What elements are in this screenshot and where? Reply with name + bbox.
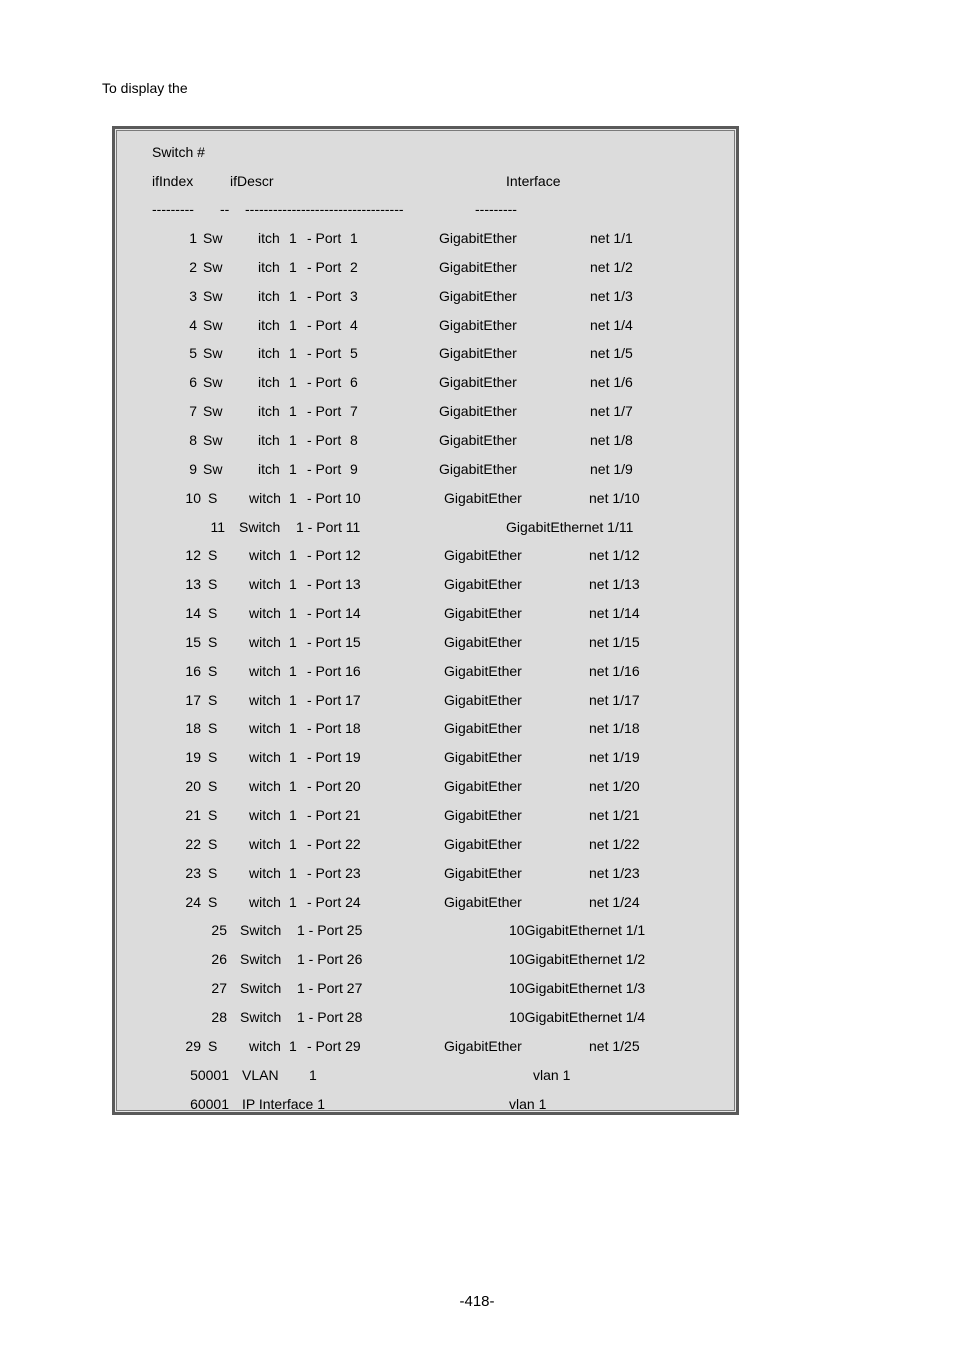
- row-ifdescr-part: S: [208, 691, 218, 708]
- row-interface-part: net 1/10: [589, 489, 640, 506]
- row-interface-part: vlan 1: [533, 1066, 571, 1083]
- row-ifindex: 15: [185, 633, 201, 650]
- row-ifdescr-part: 1: [289, 547, 297, 564]
- row-ifdescr-part: witch: [249, 778, 281, 795]
- row-ifdescr-part: Switch: [240, 980, 282, 997]
- row-ifindex: 50001: [190, 1066, 229, 1083]
- row-ifindex: 6: [189, 374, 197, 391]
- row-ifdescr-part: 1: [289, 835, 297, 852]
- row-interface-part: GigabitEther: [439, 403, 517, 420]
- row-ifindex: 27: [211, 980, 227, 997]
- row-ifdescr-part: 1: [289, 864, 297, 881]
- row-ifdescr-part: S: [208, 662, 218, 679]
- row-ifdescr-part: - Port 13: [307, 576, 361, 593]
- row-ifindex: 10: [185, 489, 201, 506]
- row-ifdescr-part: 1: [309, 1066, 317, 1083]
- row-ifindex: 22: [185, 835, 201, 852]
- row-ifindex: 3: [189, 287, 197, 304]
- row-ifdescr-part: - Port 18: [307, 720, 361, 737]
- row-ifdescr-part: - Port: [307, 316, 342, 333]
- row-ifindex: 4: [189, 316, 197, 333]
- row-interface-part: net 1/20: [589, 778, 640, 795]
- row-ifdescr-part: 1: [289, 893, 297, 910]
- row-ifdescr-part: S: [208, 720, 218, 737]
- row-ifindex: 9: [189, 460, 197, 477]
- row-ifdescr-part: 1: [289, 345, 297, 362]
- row-interface-part: GigabitEther: [444, 835, 522, 852]
- row-ifdescr-part: - Port: [307, 345, 342, 362]
- row-interface-part: GigabitEther: [444, 662, 522, 679]
- row-interface-part: net 1/13: [589, 576, 640, 593]
- row-ifdescr-part: - Port 23: [307, 864, 361, 881]
- row-ifdescr-part: 1: [289, 258, 297, 275]
- row-ifdescr-part: 1: [289, 489, 297, 506]
- row-ifdescr-part: - Port 29: [307, 1037, 361, 1054]
- row-ifdescr-part: 1: [350, 230, 358, 246]
- row-ifdescr-part: - Port 17: [307, 691, 361, 708]
- row-ifdescr-part: 1: [289, 807, 297, 823]
- row-ifdescr-part: - Port 16: [307, 662, 361, 679]
- row-ifdescr-part: witch: [249, 720, 281, 737]
- row-ifdescr-part: itch: [258, 403, 280, 420]
- row-ifdescr-part: - Port 21: [307, 807, 361, 823]
- row-ifdescr-part: witch: [249, 633, 281, 650]
- row-ifdescr-part: Switch: [240, 1008, 282, 1025]
- row-ifdescr-part: Switch: [239, 518, 281, 535]
- separator-ifdescr: ----------------------------------: [245, 201, 404, 217]
- row-interface-part: GigabitEther: [444, 720, 522, 737]
- row-interface-part: net 1/21: [589, 807, 640, 823]
- row-interface-part: net 1/2: [590, 258, 633, 275]
- row-ifdescr-part: witch: [249, 576, 281, 593]
- row-interface-part: net 1/7: [590, 403, 633, 420]
- row-ifdescr-part: IP Interface 1: [242, 1095, 326, 1112]
- row-ifindex: 25: [211, 922, 227, 939]
- row-ifindex: 21: [185, 807, 201, 823]
- row-ifdescr-part: 1: [289, 749, 297, 766]
- row-ifindex: 20: [185, 778, 201, 795]
- row-ifdescr-part: S: [208, 807, 218, 823]
- row-ifindex: 17: [185, 691, 201, 708]
- row-ifdescr-part: witch: [249, 547, 281, 564]
- row-interface-part: net 1/6: [590, 374, 633, 391]
- row-ifdescr-part: - Port 12: [307, 547, 361, 564]
- row-interface-part: 10GigabitEthernet 1/2: [509, 951, 646, 968]
- row-ifdescr-part: 1: [289, 633, 297, 650]
- row-ifdescr-part: VLAN: [242, 1066, 279, 1083]
- row-ifdescr-part: Switch: [240, 951, 282, 968]
- row-ifdescr-part: witch: [249, 489, 281, 506]
- row-interface-part: vlan 1: [509, 1095, 547, 1112]
- row-ifdescr-part: Sw: [203, 403, 223, 420]
- row-interface-part: GigabitEther: [444, 605, 522, 622]
- row-ifdescr-part: 1: [289, 287, 297, 304]
- row-ifdescr-part: witch: [249, 835, 281, 852]
- row-ifdescr-part: S: [208, 489, 218, 506]
- row-ifindex: 7: [189, 403, 197, 420]
- row-interface-part: net 1/4: [590, 316, 633, 333]
- row-ifdescr-part: witch: [249, 662, 281, 679]
- row-ifdescr-part: itch: [258, 345, 280, 362]
- row-ifdescr-part: 4: [350, 316, 358, 333]
- row-ifdescr-part: 1: [289, 605, 297, 622]
- page-number: -418-: [459, 1293, 495, 1310]
- row-ifdescr-part: - Port 22: [307, 835, 361, 852]
- row-interface-part: GigabitEther: [439, 230, 517, 246]
- row-interface-part: GigabitEther: [444, 893, 522, 910]
- row-interface-part: net 1/23: [589, 864, 640, 881]
- row-ifdescr-part: 1: [289, 230, 297, 246]
- row-ifindex: 23: [185, 864, 201, 881]
- row-interface-part: GigabitEther: [444, 778, 522, 795]
- row-interface-part: 10GigabitEthernet 1/1: [509, 922, 646, 939]
- row-ifdescr-part: 1: [289, 431, 297, 448]
- row-ifdescr-part: witch: [249, 807, 281, 823]
- separator-ifindex: ---------: [152, 201, 194, 217]
- row-ifdescr-part: witch: [249, 691, 281, 708]
- row-ifdescr-part: 1: [289, 460, 297, 477]
- row-ifdescr-part: itch: [258, 460, 280, 477]
- row-ifindex: 12: [185, 547, 201, 564]
- row-ifindex: 8: [189, 431, 197, 448]
- row-ifdescr-part: itch: [258, 287, 280, 304]
- row-interface-part: net 1/19: [589, 749, 640, 766]
- row-interface-part: GigabitEther: [444, 576, 522, 593]
- intro-text: To display the: [102, 80, 188, 96]
- row-ifdescr-part: 1 - Port 28: [297, 1008, 363, 1025]
- row-ifindex: 16: [185, 662, 201, 679]
- row-ifdescr-part: itch: [258, 374, 280, 391]
- row-interface-part: GigabitEther: [444, 807, 522, 823]
- row-ifdescr-part: 1: [289, 720, 297, 737]
- row-ifdescr-part: 1: [289, 403, 297, 420]
- row-interface-part: net 1/3: [590, 287, 633, 304]
- row-ifdescr-part: witch: [249, 1037, 281, 1054]
- row-ifindex: 5: [189, 345, 197, 362]
- row-ifdescr-part: S: [208, 1037, 218, 1054]
- row-interface-part: GigabitEther: [444, 691, 522, 708]
- row-interface-part: net 1/12: [589, 547, 640, 564]
- row-ifdescr-part: - Port 24: [307, 893, 361, 910]
- row-ifindex: 19: [185, 749, 201, 766]
- row-ifdescr-part: S: [208, 576, 218, 593]
- row-ifdescr-part: - Port 15: [307, 633, 361, 650]
- row-ifdescr-part: - Port: [307, 230, 342, 246]
- separator-short: --: [220, 201, 230, 217]
- row-interface-part: net 1/8: [590, 431, 633, 448]
- row-interface-part: net 1/17: [589, 691, 640, 708]
- row-ifdescr-part: witch: [249, 749, 281, 766]
- row-ifdescr-part: 2: [350, 258, 358, 275]
- header-ifindex: ifIndex: [152, 173, 194, 189]
- row-ifdescr-part: Switch: [240, 922, 282, 939]
- row-ifdescr-part: Sw: [203, 345, 223, 362]
- row-ifdescr-part: S: [208, 864, 218, 881]
- row-ifindex: 14: [185, 605, 201, 622]
- row-ifdescr-part: - Port: [307, 431, 342, 448]
- row-ifdescr-part: 1: [289, 662, 297, 679]
- header-ifdescr: ifDescr: [230, 173, 274, 189]
- header-interface: Interface: [506, 173, 561, 189]
- row-ifdescr-part: Sw: [203, 287, 223, 304]
- row-ifdescr-part: S: [208, 893, 218, 910]
- console-output-box: [112, 126, 739, 1115]
- row-ifindex: 1: [189, 230, 197, 246]
- row-ifdescr-part: - Port: [307, 287, 342, 304]
- row-ifdescr-part: - Port: [307, 258, 342, 275]
- row-ifdescr-part: itch: [258, 316, 280, 333]
- row-interface-part: GigabitEther: [439, 345, 517, 362]
- row-ifdescr-part: Sw: [203, 258, 223, 275]
- row-interface-part: 10GigabitEthernet 1/4: [509, 1008, 646, 1025]
- row-interface-part: GigabitEther: [439, 431, 517, 448]
- row-ifdescr-part: S: [208, 547, 218, 564]
- row-ifdescr-part: S: [208, 835, 218, 852]
- row-ifindex: 13: [185, 576, 201, 593]
- row-ifindex: 28: [211, 1008, 227, 1025]
- row-interface-part: net 1/25: [589, 1037, 640, 1054]
- row-interface-part: GigabitEthernet 1/11: [506, 518, 634, 535]
- separator-interface: ---------: [475, 201, 517, 217]
- row-ifdescr-part: - Port 19: [307, 749, 361, 766]
- row-ifdescr-part: itch: [258, 230, 280, 246]
- row-ifdescr-part: Sw: [203, 316, 223, 333]
- row-ifdescr-part: Sw: [203, 374, 223, 391]
- row-interface-part: 10GigabitEthernet 1/3: [509, 980, 646, 997]
- row-ifindex: 24: [185, 893, 201, 910]
- row-interface-part: GigabitEther: [444, 547, 522, 564]
- row-ifdescr-part: itch: [258, 258, 280, 275]
- row-ifdescr-part: - Port 20: [307, 778, 361, 795]
- row-interface-part: GigabitEther: [439, 374, 517, 391]
- row-interface-part: GigabitEther: [439, 287, 517, 304]
- row-interface-part: GigabitEther: [444, 749, 522, 766]
- row-ifdescr-part: 3: [350, 287, 358, 304]
- row-ifdescr-part: 9: [350, 460, 358, 477]
- row-ifdescr-part: 6: [350, 374, 358, 391]
- row-ifdescr-part: - Port 10: [307, 489, 361, 506]
- row-ifdescr-part: 5: [350, 345, 358, 362]
- row-ifdescr-part: 1 - Port 25: [297, 922, 363, 939]
- row-ifdescr-part: Sw: [203, 460, 223, 477]
- row-interface-part: GigabitEther: [444, 1037, 522, 1054]
- row-interface-part: net 1/18: [589, 720, 640, 737]
- row-ifdescr-part: witch: [249, 605, 281, 622]
- row-interface-part: net 1/15: [589, 633, 640, 650]
- row-interface-part: GigabitEther: [439, 258, 517, 275]
- row-interface-part: GigabitEther: [444, 633, 522, 650]
- row-ifindex: 26: [211, 951, 227, 968]
- row-ifdescr-part: Sw: [203, 230, 223, 246]
- row-ifdescr-part: 1: [289, 316, 297, 333]
- row-ifindex: 2: [189, 258, 197, 275]
- row-ifdescr-part: S: [208, 749, 218, 766]
- row-ifdescr-part: S: [208, 633, 218, 650]
- row-ifdescr-part: S: [208, 778, 218, 795]
- row-ifdescr-part: S: [208, 605, 218, 622]
- row-interface-part: net 1/14: [589, 605, 640, 622]
- row-ifindex: 29: [185, 1037, 201, 1054]
- row-ifdescr-part: itch: [258, 431, 280, 448]
- row-interface-part: net 1/24: [589, 893, 640, 910]
- row-ifdescr-part: 1 - Port 27: [297, 980, 363, 997]
- row-ifdescr-part: 1: [289, 691, 297, 708]
- row-interface-part: GigabitEther: [439, 316, 517, 333]
- cli-prompt: Switch #: [152, 144, 205, 160]
- row-ifdescr-part: witch: [249, 893, 281, 910]
- row-interface-part: GigabitEther: [444, 864, 522, 881]
- row-interface-part: net 1/22: [589, 835, 640, 852]
- row-ifdescr-part: - Port 14: [307, 605, 361, 622]
- row-ifdescr-part: 1 - Port 11: [296, 518, 361, 535]
- row-ifdescr-part: 7: [350, 403, 358, 420]
- row-interface-part: GigabitEther: [444, 489, 522, 506]
- row-ifdescr-part: Sw: [203, 431, 223, 448]
- row-interface-part: net 1/1: [590, 230, 633, 246]
- row-ifdescr-part: - Port: [307, 374, 342, 391]
- row-ifdescr-part: 1: [289, 374, 297, 391]
- row-ifdescr-part: 1: [289, 576, 297, 593]
- row-ifindex: 60001: [190, 1095, 229, 1112]
- row-ifdescr-part: 1: [289, 778, 297, 795]
- row-interface-part: net 1/16: [589, 662, 640, 679]
- row-ifdescr-part: - Port: [307, 403, 342, 420]
- row-ifdescr-part: 8: [350, 431, 358, 448]
- row-ifindex: 18: [185, 720, 201, 737]
- row-ifdescr-part: 1: [289, 1037, 297, 1054]
- row-interface-part: GigabitEther: [439, 460, 517, 477]
- row-ifdescr-part: - Port: [307, 460, 342, 477]
- row-ifdescr-part: witch: [249, 864, 281, 881]
- row-interface-part: net 1/5: [590, 345, 633, 362]
- row-ifdescr-part: 1 - Port 26: [297, 951, 363, 968]
- row-ifindex: 11: [210, 518, 225, 535]
- row-interface-part: net 1/9: [590, 460, 633, 477]
